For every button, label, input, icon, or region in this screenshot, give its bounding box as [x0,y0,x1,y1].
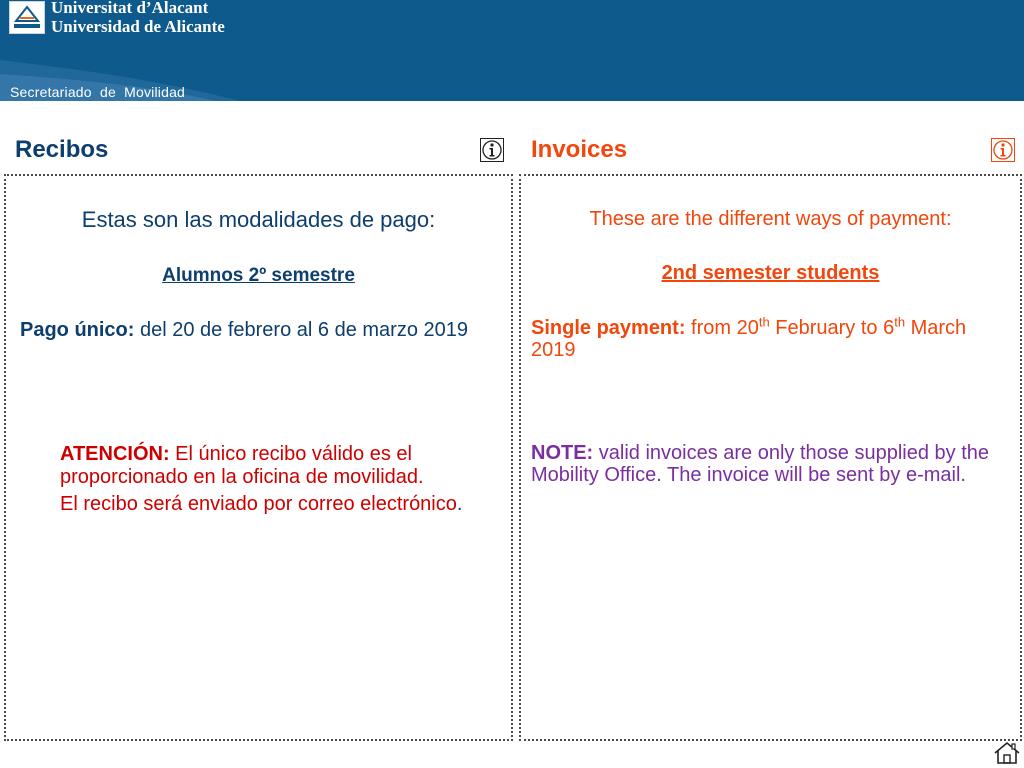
payment-en [531,314,1011,361]
university-name-ca: Universitat d’Alacant [51,0,209,17]
payment-text-en-3: March 2019 [531,317,967,361]
info-icon[interactable] [480,138,504,162]
attention-es [60,443,485,489]
payment-label-en: Single payment: [531,317,686,339]
attention-label-es: ATENCIÓN: [60,443,170,465]
payment-sup-en-2: th [894,314,906,330]
email-es [60,493,480,516]
payment-text-en-1: from 20 [685,317,759,339]
email-text-es: El recibo será enviado por correo electrónico [60,493,457,515]
university-name-es: Universidad de Alicante [51,17,225,36]
note-text-en: valid invoices are only those supplied by the Mobility Office. The invoice will be sent by e-mail. [531,442,990,486]
department-name: Secretariado de Movilidad [10,84,186,100]
email-end-es: . [456,493,463,515]
intro-en: These are the different ways of payment: [589,208,952,230]
info-icon[interactable] [991,138,1015,162]
university-logo [9,1,45,34]
title-invoices: Invoices [531,136,628,163]
header-banner [0,0,1024,101]
intro-es: Estas son las modalidades de pago: [81,207,436,232]
payment-es [9,319,479,342]
panel-invoices [519,174,1022,741]
title-recibos: Recibos [15,136,109,163]
panel-recibos [4,174,513,741]
home-icon[interactable] [993,741,1021,765]
group-en: 2nd semester students [661,262,880,284]
payment-text-en-2: February to 6 [769,317,895,339]
note-en [531,442,1001,486]
payment-label-es: Pago único: [19,319,135,341]
note-label-en: NOTE: [531,442,594,464]
group-es: Alumnos 2º semestre [162,265,355,286]
payment-text-es: del 20 de febrero al 6 de marzo 2019 [134,319,468,341]
university-name [51,0,225,36]
attention-text-es: El único recibo válido es el proporcionado en la oficina de movilidad. [60,443,424,488]
payment-sup-en-1: th [758,314,770,330]
